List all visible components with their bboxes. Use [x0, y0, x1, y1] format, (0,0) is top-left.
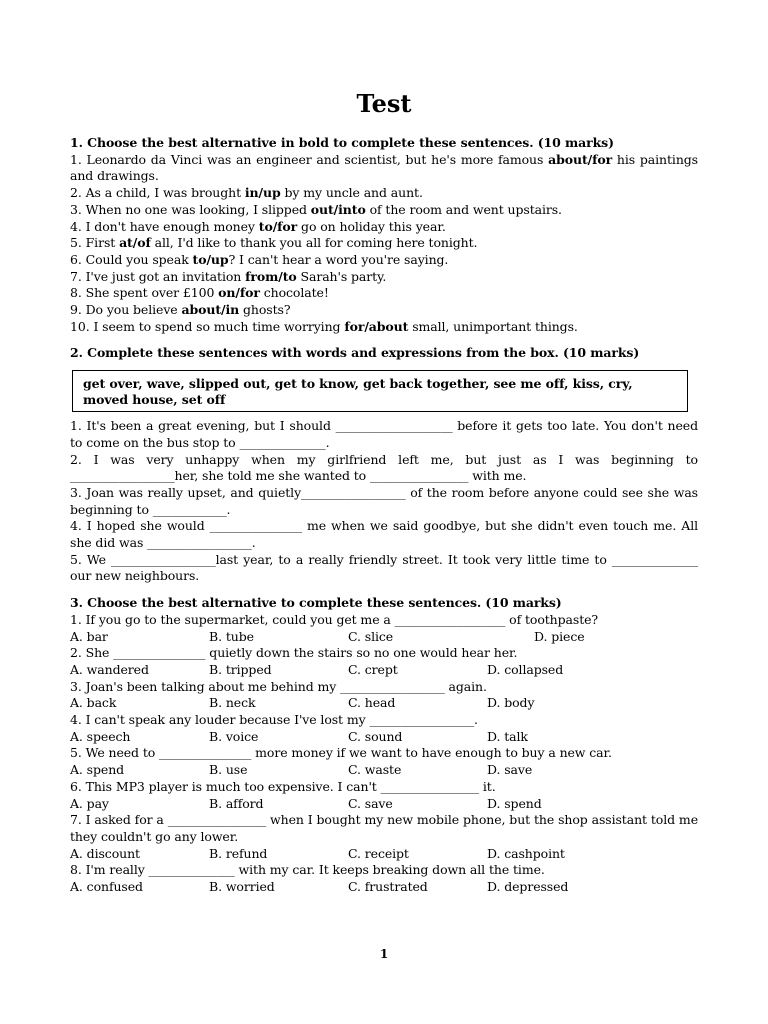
test-content [70, 135, 698, 896]
option-c: C. save [348, 795, 393, 811]
section3-question: 8. I'm really ______________ with my car. It keeps breaking down all the time. [70, 862, 545, 878]
answer-choices: about/for [548, 151, 613, 167]
option-a: A. spend [70, 762, 125, 778]
answer-choices: to/up [192, 251, 229, 267]
option-b: B. refund [209, 845, 268, 861]
option-a: A. speech [70, 728, 131, 744]
section2-list [70, 418, 698, 585]
section2-item: 1. It's been a great evening, but I should ___________________ before it gets too late. You don't need to come on the bus stop to ______________. [70, 418, 698, 450]
options-row [70, 662, 698, 679]
option-d: D. cashpoint [487, 845, 565, 861]
options-row [70, 629, 698, 646]
option-d: D. depressed [487, 879, 569, 895]
option-c: C. crept [348, 661, 398, 677]
section1-item: 1. Leonardo da Vinci was an engineer and scientist, but he's more famous about/for his paintings and drawings. [70, 151, 698, 184]
section1-item: 7. I've just got an invitation from/to Sarah's party. [70, 268, 387, 284]
section2-heading: 2. Complete these sentences with words and expressions from the box. (10 marks) [70, 345, 640, 361]
answer-choices: to/for [258, 218, 298, 234]
option-a: A. back [70, 695, 117, 711]
section3-heading: 3. Choose the best alternative to complete these sentences. (10 marks) [70, 595, 562, 611]
word-box: get over, wave, slipped out, get to know, get back together, see me off, kiss, cry, moved house, set off [72, 370, 688, 412]
options-row [70, 695, 698, 712]
option-b: B. tripped [209, 661, 272, 677]
option-c: C. sound [348, 728, 403, 744]
option-b: B. voice [209, 728, 259, 744]
option-c: C. slice [348, 628, 394, 644]
answer-choices: in/up [244, 185, 281, 201]
answer-choices: out/into [310, 201, 366, 217]
section1-item: 2. As a child, I was brought in/up by my uncle and aunt. [70, 185, 423, 201]
section1-item: 8. She spent over £100 on/for chocolate! [70, 285, 329, 301]
option-a: A. confused [70, 879, 143, 895]
page-number: 1 [379, 947, 389, 961]
section2-item: 4. I hoped she would _______________ me when we said goodbye, but she didn't even touch me. All she did was _________________. [70, 518, 698, 551]
option-a: A. bar [70, 628, 108, 644]
section2-item: 2. I was very unhappy when my girlfriend left me, but just as I was beginning to _________________her, she told me she wanted to ________________ with me. [70, 451, 698, 484]
section1-item: 10. I seem to spend so much time worrying for/about small, unimportant things. [70, 318, 578, 334]
option-d: D. talk [487, 728, 528, 744]
option-b: B. neck [209, 695, 256, 711]
options-row [70, 762, 698, 779]
section3-question: 4. I can't speak any louder because I've lost my _________________. [70, 712, 478, 728]
option-d: D. piece [534, 628, 585, 644]
option-c: C. head [348, 695, 396, 711]
option-c: C. waste [348, 762, 402, 778]
section3-question: 3. Joan's been talking about me behind my _________________ again. [70, 678, 487, 694]
option-b: B. afford [209, 795, 264, 811]
section1-item: 3. When no one was looking, I slipped out/into of the room and went upstairs. [70, 201, 562, 217]
answer-choices: at/of [119, 235, 151, 251]
page-title: Test [356, 89, 412, 118]
section3-question: 5. We need to _______________ more money if we want to have enough to buy a new car. [70, 745, 612, 761]
answer-choices: from/to [245, 268, 297, 284]
option-a: A. discount [70, 845, 140, 861]
options-row [70, 729, 698, 746]
answer-choices: about/in [181, 302, 240, 318]
option-c: C. frustrated [348, 879, 428, 895]
options-row [70, 846, 698, 863]
section3-question: 6. This MP3 player is much too expensive. I can't ________________ it. [70, 778, 496, 794]
option-a: A. pay [70, 795, 109, 811]
section3-question: 7. I asked for a ________________ when I bought my new mobile phone, but the shop assistant told me they couldn't go any lower. [70, 812, 698, 844]
section1-item: 9. Do you believe about/in ghosts? [70, 302, 291, 318]
section2-item: 5. We _________________last year, to a really friendly street. It took very little time to ______________ our new neighbours. [70, 551, 698, 584]
option-d: D. body [487, 695, 535, 711]
options-row [70, 796, 698, 813]
option-c: C. receipt [348, 845, 409, 861]
option-b: B. use [209, 762, 248, 778]
section1-item: 6. Could you speak to/up? I can't hear a word you're saying. [70, 251, 449, 267]
option-d: D. save [487, 762, 533, 778]
section1-heading: 1. Choose the best alternative in bold to complete these sentences. (10 marks) [70, 135, 614, 150]
option-d: D. collapsed [487, 661, 564, 677]
section1-list [70, 152, 698, 336]
answer-choices: on/for [218, 285, 260, 301]
option-d: D. spend [487, 795, 542, 811]
option-a: A. wandered [70, 661, 149, 677]
section2-item: 3. Joan was really upset, and quietly_________________ of the room before anyone could see she was beginning to ____________. [70, 484, 698, 517]
section3-question: 2. She _______________ quietly down the stairs so no one would hear her. [70, 645, 518, 661]
option-b: B. worried [209, 879, 275, 895]
option-b: B. tube [209, 628, 254, 644]
section1-item: 5. First at/of all, I'd like to thank you all for coming here tonight. [70, 235, 478, 251]
section3-list [70, 612, 698, 896]
answer-choices: for/about [344, 318, 409, 334]
section3-question: 1. If you go to the supermarket, could you get me a __________________ of toothpaste? [70, 611, 599, 627]
section1-item: 4. I don't have enough money to/for go on holiday this year. [70, 218, 446, 234]
options-row [70, 879, 698, 896]
